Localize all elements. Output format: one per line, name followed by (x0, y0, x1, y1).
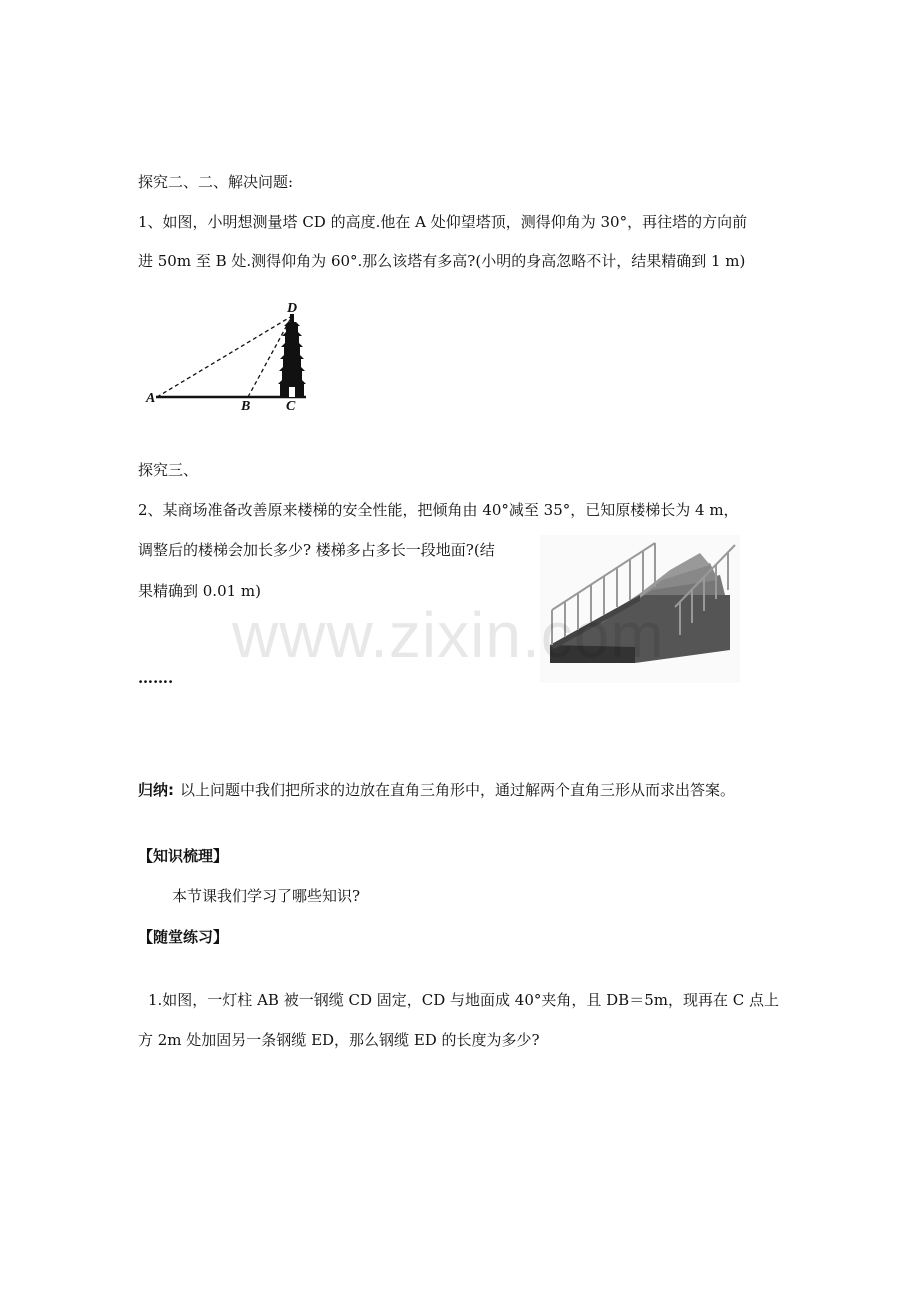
summary (138, 780, 735, 800)
knowledge-heading: 【知识梳理】 (138, 847, 229, 865)
pagoda-icon (278, 314, 306, 397)
question2-line3: 果精确到 0.01 m) (138, 582, 262, 600)
summary-text: 以上问题中我们把所求的边放在直角三角形中，通过解两个直角三形从而求出答案。 (180, 781, 736, 799)
practice-heading: 【随堂练习】 (138, 928, 229, 946)
practice-question1-line2: 方 2m 处加固另一条钢缆 ED，那么钢缆 ED 的长度为多少? (138, 1031, 540, 1049)
watermark-text: www.zixin.com (232, 599, 665, 671)
question2-line1: 2、某商场准备改善原来楼梯的安全性能，把倾角由 40°减至 35°，已知原楼梯长为 4 m， (138, 501, 739, 519)
knowledge-text: 本节课我们学习了哪些知识? (172, 887, 361, 905)
pagoda-figure (140, 296, 320, 416)
question2-line2: 调整后的楼梯会加长多少? 楼梯多占多长一段地面?(结 (138, 541, 495, 559)
sight-line-a (157, 316, 292, 397)
question1-line2: 进 50m 至 B 处.测得仰角为 60°.那么该塔有多高?(小明的身高忽略不计，结果精确到 1 m) (138, 252, 746, 270)
point-label-b: B (241, 399, 251, 414)
point-label-c: C (286, 399, 296, 414)
point-label-d: D (287, 301, 298, 316)
question1-line1: 1、如图，小明想测量塔 CD 的高度.他在 A 处仰望塔顶，测得仰角为 30°，再往塔的方向前 (138, 213, 748, 231)
section3-heading: 探究三、 (138, 461, 199, 479)
section2-heading: 探究二、二、解决问题: (138, 173, 294, 191)
ellipsis: ……. (138, 669, 174, 687)
practice-question1-line1: 1.如图，一灯柱 AB 被一钢缆 CD 固定，CD 与地面成 40°夹角，且 DB＝5m，现再在 C 点上 (148, 991, 779, 1009)
point-label-a: A (146, 391, 156, 406)
summary-label: 归纳: (138, 781, 174, 799)
